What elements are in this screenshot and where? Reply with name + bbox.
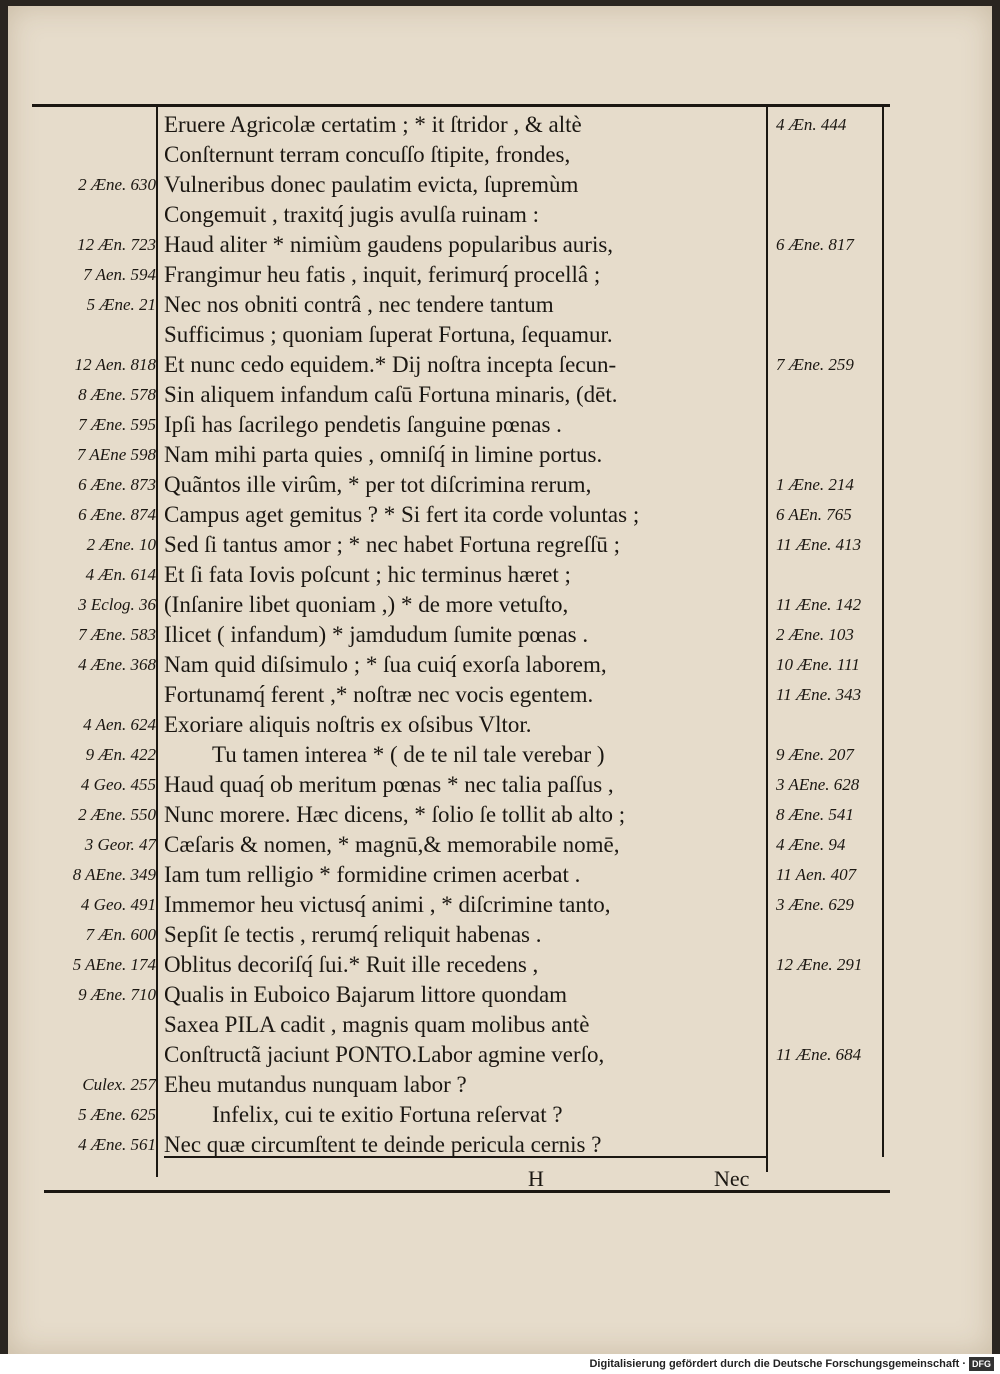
margin-reference [772, 1130, 890, 1160]
verse-line: Tu tamen interea * ( de te nil tale verebar ) [212, 742, 605, 767]
verse-line: Frangimur heu fatis , inquit, ferimurq́ procellâ ; [164, 262, 601, 287]
margin-reference [772, 920, 890, 950]
margin-reference [772, 980, 890, 1010]
verse-line: Conſternunt terram concuſſo ſtipite, frondes, [164, 142, 571, 167]
verse-line: Campus aget gemitus ? * Si fert ita corde voluntas ; [164, 502, 640, 527]
margin-reference [772, 200, 890, 230]
margin-reference: 4 Æne. 368 [78, 655, 156, 674]
verse-line: Congemuit , traxitq́ jugis avulſa ruinam : [164, 202, 539, 227]
margin-reference: 2 Æne. 10 [86, 535, 156, 554]
margin-reference: 12 Aen. 818 [74, 355, 156, 374]
verse-text [160, 110, 768, 1160]
margin-reference [32, 1010, 160, 1040]
margin-reference [32, 1040, 160, 1070]
margin-reference: 3 Æne. 629 [776, 895, 854, 914]
margin-reference: 9 Æn. 422 [85, 745, 156, 764]
verse-line: Iam tum relligio * formidine crimen acerbat . [164, 862, 581, 887]
margin-reference [772, 1070, 890, 1100]
verse-line: (Inſanire libet quoniam ,) * de more vetuſto, [164, 592, 569, 617]
margin-reference: 11 Æne. 684 [776, 1045, 862, 1064]
margin-reference: 7 Æne. 595 [78, 415, 156, 434]
verse-line: Haud aliter * nimiùm gaudens popularibus auris, [164, 232, 614, 257]
margin-reference: 5 AEne. 174 [72, 955, 156, 974]
verse-line: Haud quaq́ ob meritum pœnas * nec talia paſſus , [164, 772, 614, 797]
margin-reference: 9 Æne. 710 [78, 985, 156, 1004]
margin-reference: 11 Æne. 413 [776, 535, 862, 554]
verse-line: Nam quid diſsimulo ; * ſua cuiq́ exorſa laborem, [164, 652, 607, 677]
verse-line: Immemor heu victusq́ animi , * diſcrimine tanto, [164, 892, 611, 917]
verse-line: Oblitus decoriſq́ ſui.* Ruit ille recedens , [164, 952, 539, 977]
bottom-rule [44, 1190, 890, 1193]
margin-reference [772, 290, 890, 320]
margin-reference: 4 Æn. 444 [776, 115, 847, 134]
verse-line: Et ſi fata Iovis poſcunt ; hic terminus hæret ; [164, 562, 571, 587]
margin-reference: 10 Æne. 111 [776, 655, 860, 674]
margin-reference: 3 Eclog. 36 [78, 595, 156, 614]
verse-line: Sufficimus ; quoniam ſuperat Fortuna, ſequamur. [164, 322, 613, 347]
margin-reference [772, 380, 890, 410]
margin-reference [772, 440, 890, 470]
margin-reference [772, 320, 890, 350]
margin-reference: 4 Geo. 491 [80, 895, 156, 914]
margin-reference: 1 Æne. 214 [776, 475, 854, 494]
margin-reference: 12 Æne. 291 [776, 955, 863, 974]
margin-reference: 2 Æne. 550 [78, 805, 156, 824]
margin-reference: 4 Geo. 455 [80, 775, 156, 794]
margin-reference: 7 Æne. 583 [78, 625, 156, 644]
margin-reference: 2 Æne. 103 [776, 625, 854, 644]
margin-reference [32, 320, 160, 350]
margin-reference: 7 Aen. 594 [83, 265, 156, 284]
verse-line: Sepſit ſe tectis , rerumq́ reliquit habenas . [164, 922, 542, 947]
verse-line: Conſtructã jaciunt PONTO.Labor agmine verſo, [164, 1042, 605, 1067]
margin-reference: 6 Æne. 817 [776, 235, 854, 254]
margin-reference: 4 Æn. 614 [85, 565, 156, 584]
margin-reference [772, 140, 890, 170]
margin-reference: 6 Æne. 874 [78, 505, 156, 524]
margin-reference [32, 200, 160, 230]
margin-reference: 5 Æne. 21 [86, 295, 156, 314]
verse-line: Eruere Agricolæ certatim ; * it ſtridor , & altè [164, 112, 582, 137]
verse-line: Nec nos obniti contrâ , nec tendere tantum [164, 292, 554, 317]
signature-mark: H [528, 1166, 544, 1191]
verse-line: Quãntos ille virûm, * per tot diſcrimina rerum, [164, 472, 592, 497]
margin-reference: 3 AEne. 628 [776, 775, 860, 794]
margin-reference [772, 260, 890, 290]
margin-reference: 11 Æne. 142 [776, 595, 862, 614]
margin-reference: 7 AEne 598 [76, 445, 156, 464]
verse-line: Nec quæ circumſtent te deinde pericula cernis ? [164, 1132, 602, 1157]
catchword: Nec [714, 1166, 750, 1191]
verse-line: Nam mihi parta quies , omniſq́ in limine portus. [164, 442, 603, 467]
digitization-footer [0, 1354, 1000, 1374]
margin-reference [32, 110, 160, 140]
margin-reference [772, 710, 890, 740]
margin-reference: 6 Æne. 873 [78, 475, 156, 494]
margin-reference: 7 Æn. 600 [85, 925, 156, 944]
verse-line: Infelix, cui te exitio Fortuna reſervat ? [212, 1102, 563, 1127]
margin-reference [772, 1010, 890, 1040]
margin-reference: 8 Æne. 541 [776, 805, 854, 824]
margin-reference: 3 Geor. 47 [84, 835, 156, 854]
margin-reference: 8 Æne. 578 [78, 385, 156, 404]
verse-line: Cæſaris & nomen, * magnū,& memorabile nomē, [164, 832, 620, 857]
margin-reference: 4 Æne. 561 [78, 1135, 156, 1154]
margin-reference: 12 Æn. 723 [77, 235, 156, 254]
verse-line: Ilicet ( infandum) * jamdudum ſumite pœnas . [164, 622, 589, 647]
verse-line: Exoriare aliquis noſtris ex oſsibus Vltor. [164, 712, 532, 737]
verse-line: Fortunamq́ ferent ,* noſtræ nec vocis egentem. [164, 682, 594, 707]
margin-reference: 11 Aen. 407 [776, 865, 857, 884]
margin-reference [772, 1100, 890, 1130]
verse-line: Nunc morere. Hæc dicens, * ſolio ſe tollit ab alto ; [164, 802, 626, 827]
margin-reference: 9 Æne. 207 [776, 745, 854, 764]
margin-reference: 5 Æne. 625 [78, 1105, 156, 1124]
margin-reference: 4 Aen. 624 [83, 715, 156, 734]
verse-line: Eheu mutandus nunquam labor ? [164, 1072, 467, 1097]
margin-reference: Culex. 257 [82, 1075, 156, 1094]
margin-reference [32, 680, 160, 710]
book-page [8, 6, 992, 1354]
verse-line: Et nunc cedo equidem.* Dij noſtra incepta ſecun- [164, 352, 617, 377]
margin-reference [772, 170, 890, 200]
verse-line: Saxea PILA cadit , magnis quam molibus antè [164, 1012, 590, 1037]
margin-reference: 4 Æne. 94 [776, 835, 846, 854]
margin-reference: 11 Æne. 343 [776, 685, 862, 704]
margin-reference [32, 140, 160, 170]
margin-reference: 2 Æne. 630 [78, 175, 156, 194]
top-rule [32, 104, 890, 107]
dfg-logo: DFG [969, 1357, 994, 1371]
margin-reference: 8 AEne. 349 [72, 865, 156, 884]
verse-line: Sin aliquem infandum caſū Fortuna minaris, (dēt. [164, 382, 618, 407]
verse-line: Sed ſi tantus amor ; * nec habet Fortuna regreſſū ; [164, 532, 621, 557]
margin-reference: 7 Æne. 259 [776, 355, 854, 374]
verse-line: Ipſi has ſacrilego pendetis ſanguine pœnas . [164, 412, 562, 437]
verse-line: Vulneribus donec paulatim evicta, ſupremùm [164, 172, 579, 197]
verse-line: Qualis in Euboico Bajarum littore quondam [164, 982, 568, 1007]
footer-text: Digitalisierung gefördert durch die Deutsche Forschungsgemeinschaft · [589, 1358, 966, 1370]
margin-reference [772, 410, 890, 440]
margin-reference: 6 AEn. 765 [776, 505, 852, 524]
margin-reference [772, 560, 890, 590]
right-margin-references [772, 110, 890, 1160]
left-margin-references [32, 110, 160, 1160]
